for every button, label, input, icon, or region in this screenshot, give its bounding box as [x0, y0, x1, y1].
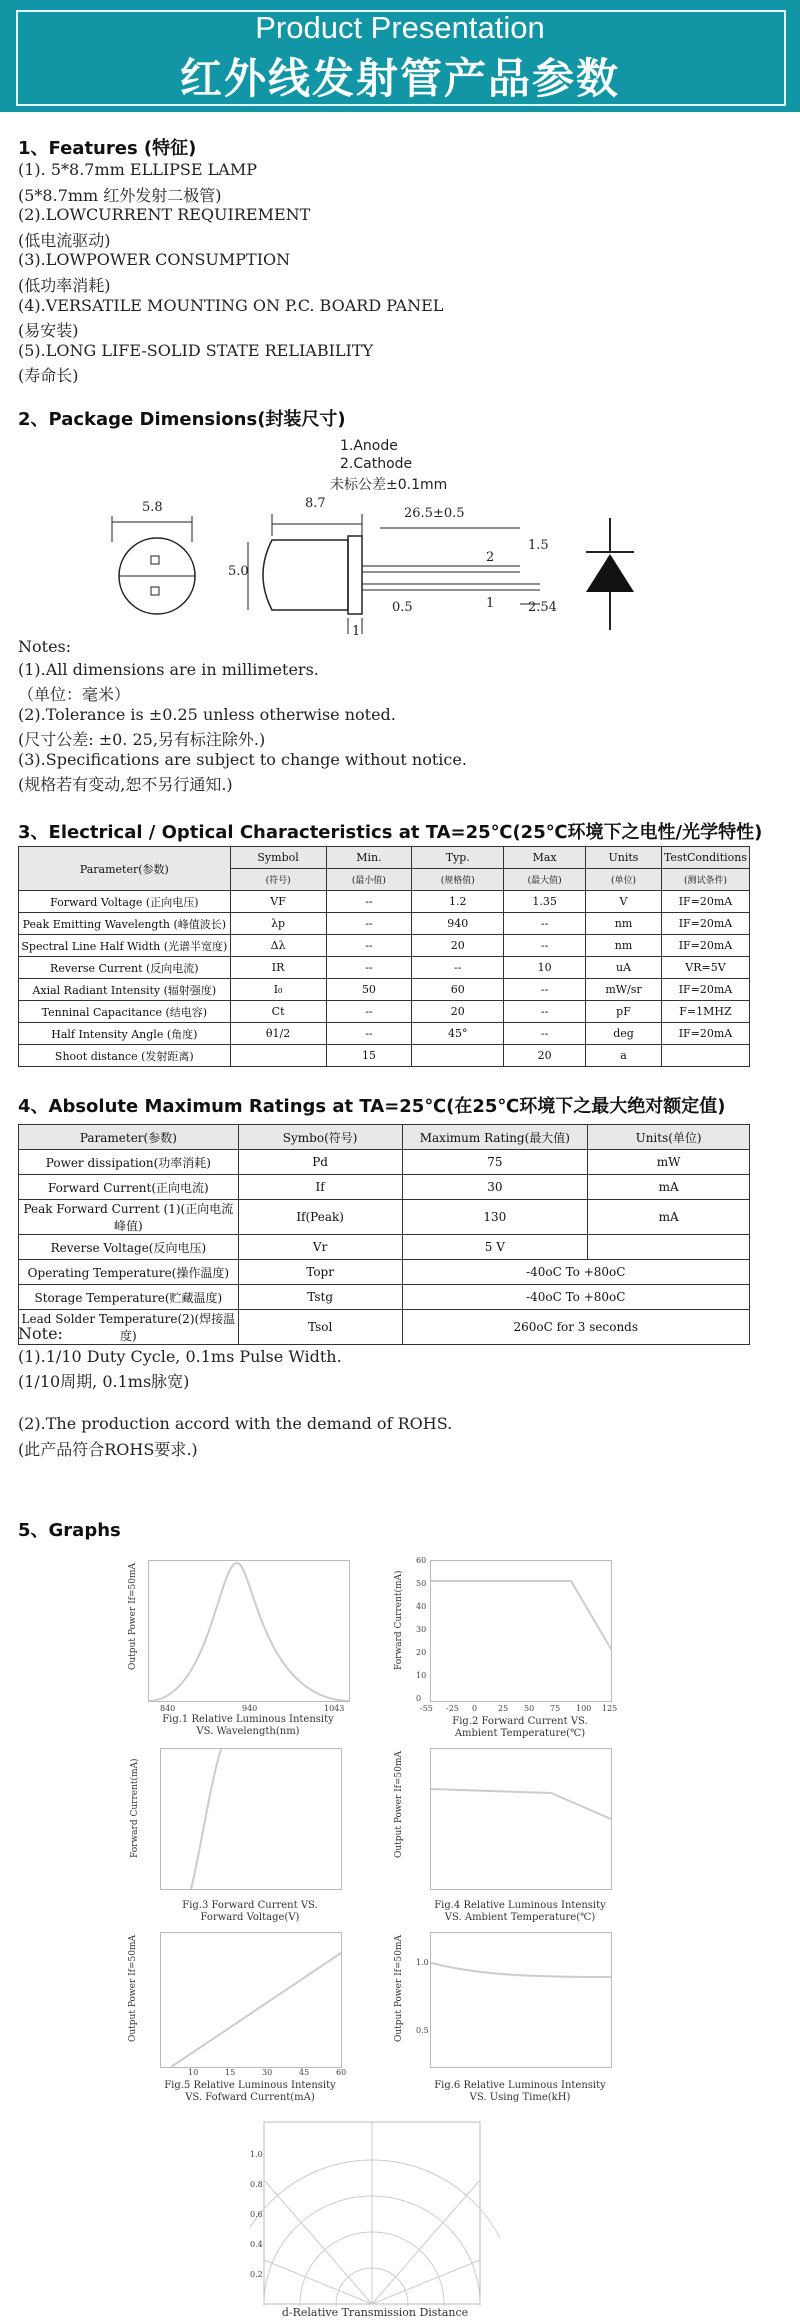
electrical-cell: IF=20mA — [661, 913, 749, 935]
absolute-table — [18, 1124, 750, 1345]
absolute-col-header: Units(单位) — [588, 1125, 750, 1150]
graph-fig7 — [250, 2120, 500, 2320]
electrical-cell: -- — [326, 1001, 412, 1023]
electrical-cell: -- — [504, 1001, 586, 1023]
fig6-ytick: 1.0 — [416, 1958, 429, 1967]
electrical-cell: -- — [412, 957, 504, 979]
dim-pitch: 2.54 — [528, 600, 557, 615]
electrical-cell: IF=20mA — [661, 935, 749, 957]
graph-fig3 — [120, 1748, 360, 1926]
absolute-cell: mA — [588, 1200, 750, 1235]
absolute-note-line: (1).1/10 Duty Cycle, 0.1ms Pulse Width. — [18, 1346, 342, 1366]
fig6-ytick: 0.5 — [416, 2026, 429, 2035]
electrical-cell: Reverse Current (反向电流) — [19, 957, 231, 979]
dim-length: 8.7 — [305, 496, 326, 511]
absolute-row — [19, 1200, 750, 1235]
electrical-col-subheader: (符号) — [230, 869, 326, 891]
fig5-xtick: 60 — [336, 2068, 347, 2077]
feature-line: (易安装) — [18, 321, 79, 341]
electrical-cell: θ1/2 — [230, 1023, 326, 1045]
feature-line: (寿命长) — [18, 366, 79, 386]
electrical-cell: 20 — [504, 1045, 586, 1067]
plot-area — [148, 1560, 350, 1702]
absolute-cell: 130 — [402, 1200, 588, 1235]
package-drawing — [0, 432, 800, 642]
polar-scale-label: 0.6 — [250, 2210, 263, 2219]
feature-line: (5*8.7mm 红外发射二极管) — [18, 185, 222, 205]
feature-line: (5).LONG LIFE-SOLID STATE RELIABILITY — [18, 340, 374, 360]
absolute-col-header: Parameter(参数) — [19, 1125, 239, 1150]
electrical-cell: IF=20mA — [661, 891, 749, 913]
fig4-curve — [431, 1749, 611, 1889]
absolute-cell: mW — [588, 1150, 750, 1175]
fig2-caption-sub: Ambient Temperature(℃) — [454, 1728, 586, 1739]
absolute-cell: Peak Forward Current (1)(正向电流峰值) — [19, 1200, 239, 1235]
electrical-cell: Peak Emitting Wavelength (峰值波长) — [19, 913, 231, 935]
package-heading: 2、Package Dimensions(封装尺寸) — [18, 409, 346, 430]
fig2-xtick: -55 — [420, 1704, 433, 1713]
electrical-table — [18, 846, 750, 1067]
absolute-cell: Storage Temperature(贮藏温度) — [19, 1285, 239, 1310]
polar-scale-label: 0.4 — [250, 2240, 263, 2249]
fig1-xtick: 1043 — [324, 1704, 345, 1713]
header-title-cn: 红外线发射管产品参数 — [179, 54, 620, 103]
feature-line: (低功率消耗) — [18, 276, 111, 295]
package-note-line: (2).Tolerance is ±0.25 unless otherwise noted. — [18, 704, 396, 724]
fig3-ylabel: Forward Current(mA) — [130, 1758, 140, 1858]
electrical-cell: Tenninal Capacitance (结电容) — [19, 1001, 231, 1023]
electrical-cell: -- — [326, 935, 412, 957]
electrical-col-subheader: (单位) — [586, 869, 662, 891]
feature-line: (低电流驱动) — [18, 230, 111, 250]
feature-line: (2).LOWCURRENT REQUIREMENT — [18, 205, 311, 225]
fig2-xtick: 0 — [472, 1704, 478, 1713]
polar-scale-label: 0.2 — [250, 2270, 263, 2279]
electrical-cell: -- — [326, 891, 412, 913]
electrical-col-header: Typ. — [412, 847, 504, 869]
fig1-xtick: 840 — [160, 1704, 176, 1713]
absolute-cell: Lead Solder Temperature(2)(焊接温度) — [19, 1310, 239, 1345]
graph-fig4 — [390, 1748, 630, 1926]
electrical-cell: 15 — [326, 1045, 412, 1067]
absolute-cell: If — [238, 1175, 402, 1200]
electrical-cell: Axial Radiant Intensity (辐射强度) — [19, 979, 231, 1001]
fig6-curve — [431, 1933, 611, 2067]
electrical-cell: Forward Voltage (正向电压) — [19, 891, 231, 913]
graphs-heading: 5、Graphs — [18, 1520, 121, 1541]
electrical-cell: 1.2 — [412, 891, 504, 913]
absolute-cell: -40oC To +80oC — [402, 1285, 750, 1310]
fig2-ytick: 60 — [416, 1556, 427, 1565]
electrical-col-subheader: (测试条件) — [661, 869, 749, 891]
graph-fig1 — [120, 1560, 360, 1740]
header-title-en: Product Presentation — [255, 10, 545, 45]
plot-area — [160, 1932, 342, 2068]
fig2-xtick: 125 — [602, 1704, 618, 1713]
electrical-cell: -- — [504, 913, 586, 935]
absolute-cell: 75 — [402, 1150, 588, 1175]
feature-line: (1). 5*8.7mm ELLIPSE LAMP — [18, 160, 257, 179]
absolute-note-line: Note: — [18, 1324, 63, 1343]
fig5-caption: Fig.5 Relative Luminous Intensity — [164, 2080, 336, 2091]
absolute-row — [19, 1310, 750, 1345]
fig6-ylabel: Output Power If=50mA — [394, 1934, 404, 2042]
absolute-cell: Topr — [238, 1260, 402, 1285]
fig1-ylabel: Output Power If=50mA — [128, 1562, 138, 1670]
electrical-cell: Δλ — [230, 935, 326, 957]
electrical-cell: 60 — [412, 979, 504, 1001]
electrical-cell: Shoot distance (发射距离) — [19, 1045, 231, 1067]
electrical-cell: -- — [504, 1023, 586, 1045]
fig6-caption-sub: VS. Using Time(kH) — [469, 2092, 571, 2103]
absolute-cell: -40oC To +80oC — [402, 1260, 750, 1285]
electrical-cell: -- — [326, 1023, 412, 1045]
electrical-cell: V — [586, 891, 662, 913]
electrical-cell — [412, 1045, 504, 1067]
absolute-note-line: (2).The production accord with the demand of ROHS. — [18, 1414, 453, 1433]
electrical-cell: nm — [586, 935, 662, 957]
absolute-cell: Tstg — [238, 1285, 402, 1310]
dim-lead-width: 0.5 — [392, 600, 413, 615]
electrical-cell: mW/sr — [586, 979, 662, 1001]
electrical-cell: 45° — [412, 1023, 504, 1045]
fig2-ylabel: Forward Current(mA) — [394, 1570, 404, 1670]
fig2-xtick: 50 — [524, 1704, 535, 1713]
electrical-col-header: TestConditions — [661, 847, 749, 869]
electrical-col-subheader: (规格值) — [412, 869, 504, 891]
absolute-cell: Vr — [238, 1235, 402, 1260]
fig1-xtick: 940 — [242, 1704, 258, 1713]
dim-pin2: 2 — [486, 550, 495, 565]
absolute-cell: Tsol — [238, 1310, 402, 1345]
electrical-param-header: Parameter(参数) — [19, 847, 231, 891]
legend-cathode: 2.Cathode — [340, 456, 413, 472]
fig4-caption: Fig.4 Relative Luminous Intensity — [434, 1900, 606, 1911]
absolute-col-header: Symbo(符号) — [238, 1125, 402, 1150]
electrical-cell: VF — [230, 891, 326, 913]
fig2-ytick: 20 — [416, 1648, 427, 1657]
absolute-note-line: (1/10周期, 0.1ms脉宽) — [18, 1372, 190, 1391]
legend-anode: 1.Anode — [340, 438, 398, 454]
electrical-cell: I₀ — [230, 979, 326, 1001]
electrical-cell: F=1MHZ — [661, 1001, 749, 1023]
fig2-xtick: 75 — [550, 1704, 561, 1713]
graph-fig5 — [120, 1932, 360, 2104]
electrical-cell: 940 — [412, 913, 504, 935]
package-note-line: (尺寸公差: ±0. 25,另有标注除外.) — [18, 730, 266, 749]
electrical-cell: 20 — [412, 935, 504, 957]
absolute-note-line: (此产品符合ROHS要求.) — [18, 1439, 198, 1459]
absolute-col-header: Maximum Rating(最大值) — [402, 1125, 588, 1150]
electrical-cell: Spectral Line Half Width (光谱半宽度) — [19, 935, 231, 957]
absolute-cell — [588, 1235, 750, 1260]
absolute-cell: Reverse Voltage(反向电压) — [19, 1235, 239, 1260]
fig2-caption: Fig.2 Forward Current VS. — [452, 1716, 588, 1727]
plot-area — [160, 1748, 342, 1890]
electrical-cell: IF=20mA — [661, 1023, 749, 1045]
dim-height: 5.0 — [228, 564, 249, 579]
fig3-caption-sub: Forward Voltage(V) — [200, 1912, 300, 1923]
electrical-cell: λp — [230, 913, 326, 935]
electrical-cell: a — [586, 1045, 662, 1067]
electrical-row — [19, 913, 750, 935]
electrical-cell: IR — [230, 957, 326, 979]
electrical-col-subheader: (最小值) — [326, 869, 412, 891]
absolute-cell: Forward Current(正向电流) — [19, 1175, 239, 1200]
electrical-row — [19, 1001, 750, 1023]
electrical-cell: Half Intensity Angle (角度) — [19, 1023, 231, 1045]
absolute-row — [19, 1150, 750, 1175]
electrical-cell: -- — [326, 957, 412, 979]
electrical-cell: 20 — [412, 1001, 504, 1023]
fig1-caption: Fig.1 Relative Luminous Intensity — [162, 1714, 334, 1725]
electrical-cell — [661, 1045, 749, 1067]
graph-fig2 — [390, 1556, 630, 1740]
fig2-ytick: 0 — [416, 1694, 422, 1703]
fig2-xtick: -25 — [446, 1704, 459, 1713]
feature-line: (3).LOWPOWER CONSUMPTION — [18, 250, 291, 270]
absolute-cell: 30 — [402, 1175, 588, 1200]
package-note-line: （单位：毫米） — [18, 685, 131, 704]
fig2-curve — [431, 1561, 611, 1701]
fig5-caption-sub: VS. Fofward Current(mA) — [185, 2092, 315, 2103]
package-note-line: Notes: — [18, 637, 72, 656]
electrical-row — [19, 957, 750, 979]
absolute-cell: 5 V — [402, 1235, 588, 1260]
electrical-cell: 10 — [504, 957, 586, 979]
fig5-xtick: 45 — [299, 2068, 310, 2077]
fig5-xtick: 10 — [188, 2068, 199, 2077]
electrical-cell: uA — [586, 957, 662, 979]
package-note-line: (3).Specifications are subject to change without notice. — [18, 749, 467, 769]
dim-pin1: 1 — [486, 596, 495, 611]
fig3-caption: Fig.3 Forward Current VS. — [182, 1900, 318, 1911]
electrical-row — [19, 1023, 750, 1045]
plot-area — [430, 1932, 612, 2068]
fig5-xtick: 30 — [262, 2068, 273, 2077]
package-note-line: (1).All dimensions are in millimeters. — [18, 659, 319, 679]
fig5-ylabel: Output Power If=50mA — [128, 1934, 138, 2042]
electrical-cell: 50 — [326, 979, 412, 1001]
electrical-cell: -- — [504, 935, 586, 957]
absolute-row — [19, 1235, 750, 1260]
dim-flange: 1.5 — [528, 538, 549, 553]
electrical-cell: -- — [326, 913, 412, 935]
electrical-col-subheader: (最大值) — [504, 869, 586, 891]
polar-scale-label: 1.0 — [250, 2150, 263, 2159]
graph-fig6 — [390, 1932, 630, 2104]
fig5-curve — [161, 1933, 341, 2067]
fig5-xtick: 15 — [225, 2068, 236, 2077]
electrical-col-header: Symbol — [230, 847, 326, 869]
plot-area — [430, 1748, 612, 1890]
polar-scale-label: 0.8 — [250, 2180, 263, 2189]
fig2-ytick: 40 — [416, 1602, 427, 1611]
absolute-cell: 260oC for 3 seconds — [402, 1310, 750, 1345]
electrical-col-header: Units — [586, 847, 662, 869]
absolute-row — [19, 1175, 750, 1200]
package-note-line: (规格若有变动,恕不另行通知.) — [18, 775, 233, 794]
electrical-col-header: Max — [504, 847, 586, 869]
absolute-cell: Pd — [238, 1150, 402, 1175]
fig7-caption: d-Relative Transmission Distance — [281, 2306, 469, 2319]
features-heading: 1、Features (特征) — [18, 138, 197, 159]
header-banner — [0, 0, 800, 112]
fig2-ytick: 50 — [416, 1579, 427, 1588]
fig2-ytick: 30 — [416, 1625, 427, 1634]
fig1-curve — [149, 1561, 349, 1701]
polar-chart — [250, 2120, 500, 2306]
fig4-ylabel: Output Power If=50mA — [394, 1750, 404, 1858]
feature-line: (4).VERSATILE MOUNTING ON P.C. BOARD PANEL — [18, 295, 444, 315]
electrical-row — [19, 979, 750, 1001]
legend-tolerance: 未标公差±0.1mm — [330, 477, 448, 493]
absolute-cell: If(Peak) — [238, 1200, 402, 1235]
electrical-cell: VR=5V — [661, 957, 749, 979]
fig2-xtick: 100 — [576, 1704, 592, 1713]
absolute-heading: 4、Absolute Maximum Ratings at TA=25℃(在25℃环境下之最大绝对额定值) — [18, 1096, 726, 1117]
absolute-cell: mA — [588, 1175, 750, 1200]
fig6-caption: Fig.6 Relative Luminous Intensity — [434, 2080, 606, 2091]
electrical-cell: 1.35 — [504, 891, 586, 913]
electrical-cell: IF=20mA — [661, 979, 749, 1001]
electrical-col-header: Min. — [326, 847, 412, 869]
absolute-row — [19, 1285, 750, 1310]
dim-base: 1 — [352, 624, 361, 639]
fig2-ytick: 10 — [416, 1671, 427, 1680]
plot-area — [430, 1560, 612, 1702]
absolute-row — [19, 1260, 750, 1285]
dim-lead: 26.5±0.5 — [404, 506, 465, 521]
electrical-row — [19, 1045, 750, 1067]
electrical-cell: Ct — [230, 1001, 326, 1023]
electrical-heading: 3、Electrical / Optical Characteristics at TA=25℃(25℃环境下之电性/光学特性) — [18, 822, 763, 843]
fig4-caption-sub: VS. Ambient Temperature(℃) — [444, 1912, 596, 1923]
electrical-cell: nm — [586, 913, 662, 935]
fig1-caption-sub: VS. Wavelength(nm) — [196, 1726, 300, 1737]
electrical-cell: pF — [586, 1001, 662, 1023]
absolute-header-row — [19, 1125, 750, 1150]
electrical-row — [19, 935, 750, 957]
electrical-cell: deg — [586, 1023, 662, 1045]
electrical-cell — [230, 1045, 326, 1067]
dim-width: 5.8 — [142, 500, 163, 515]
electrical-cell: -- — [504, 979, 586, 1001]
electrical-row — [19, 891, 750, 913]
fig3-curve — [161, 1749, 341, 1889]
fig2-xtick: 25 — [498, 1704, 509, 1713]
absolute-cell: Operating Temperature(操作温度) — [19, 1260, 239, 1285]
electrical-header-row — [19, 847, 750, 869]
absolute-cell: Power dissipation(功率消耗) — [19, 1150, 239, 1175]
